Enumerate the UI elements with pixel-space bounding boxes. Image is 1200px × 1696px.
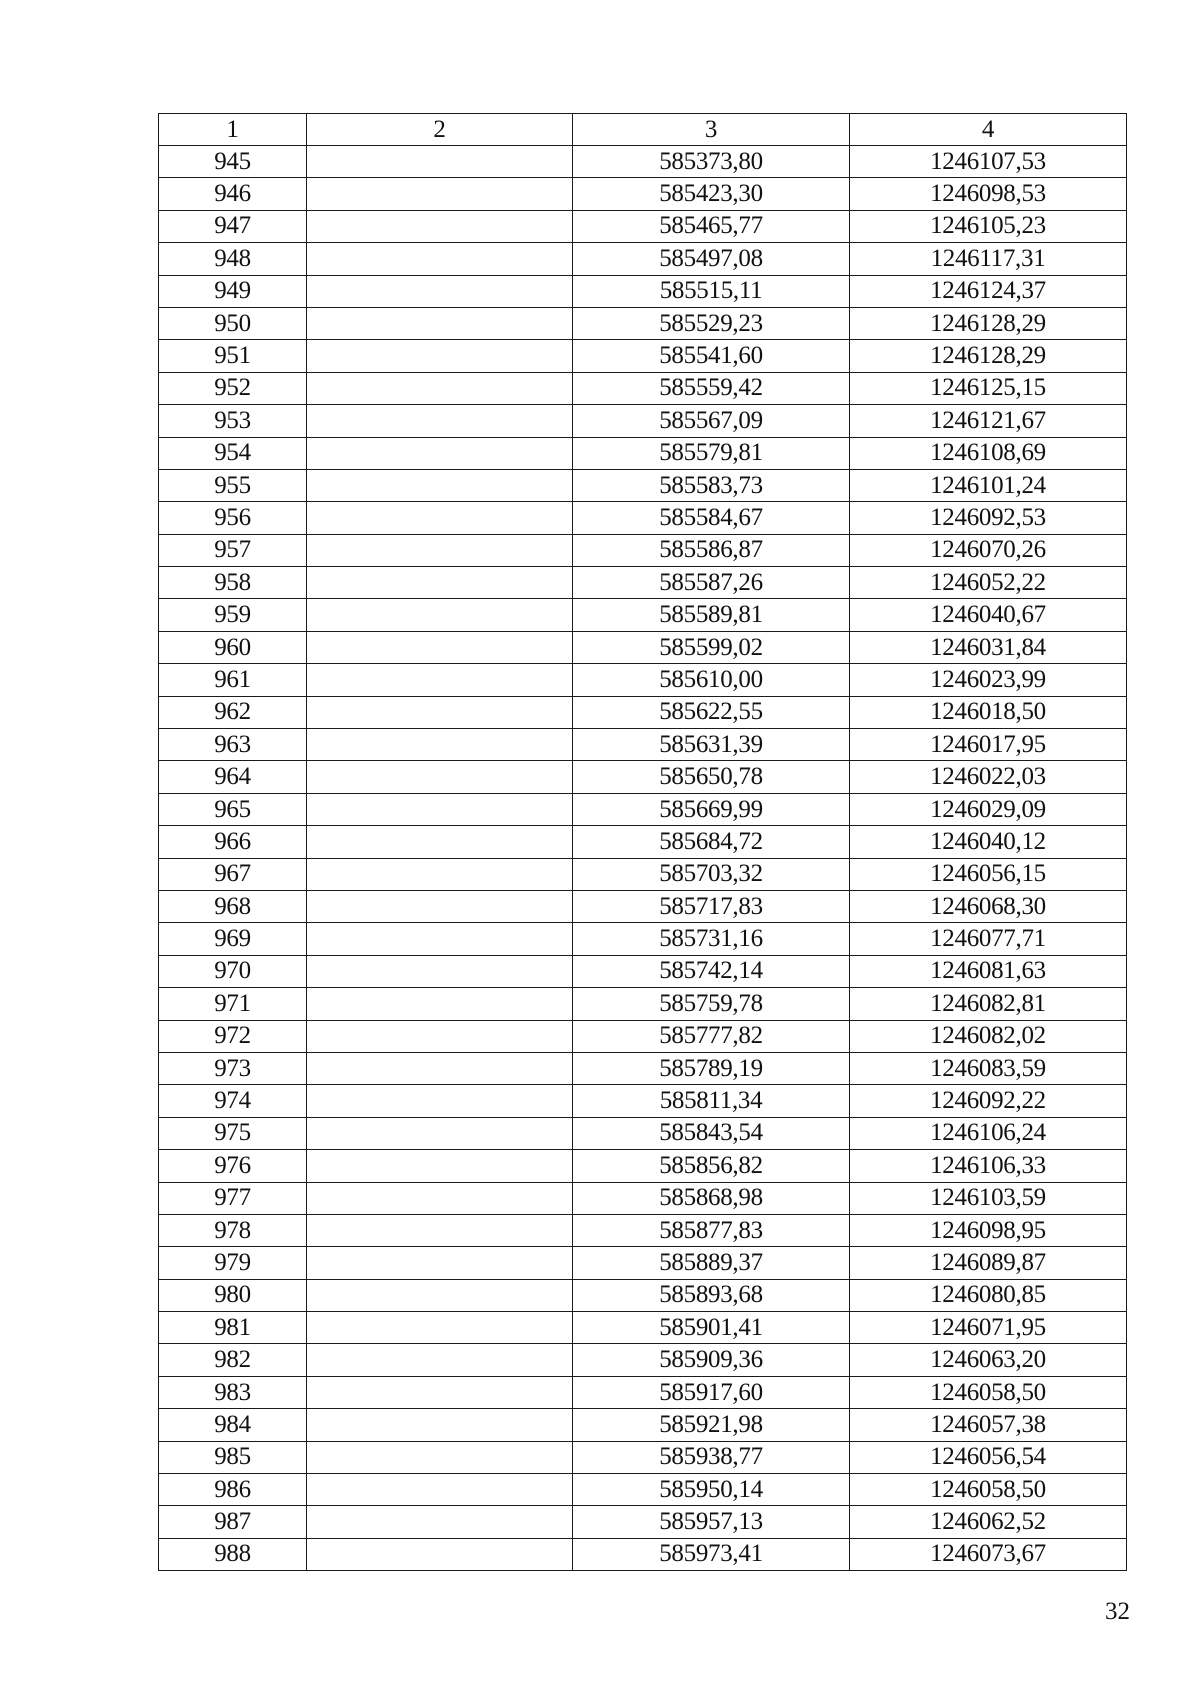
description-cell — [307, 275, 573, 307]
y-coordinate-cell: 1246056,54 — [850, 1441, 1127, 1473]
point-number-cell: 964 — [159, 761, 307, 793]
description-cell — [307, 826, 573, 858]
x-coordinate-cell: 585631,39 — [573, 729, 850, 761]
y-coordinate-cell: 1246058,50 — [850, 1474, 1127, 1506]
point-number-cell: 984 — [159, 1409, 307, 1441]
x-coordinate-cell: 585584,67 — [573, 502, 850, 534]
description-cell — [307, 793, 573, 825]
y-coordinate-cell: 1246092,53 — [850, 502, 1127, 534]
table-row — [159, 534, 1127, 566]
x-coordinate-cell: 585856,82 — [573, 1150, 850, 1182]
description-cell — [307, 1376, 573, 1408]
point-number-cell: 958 — [159, 567, 307, 599]
description-cell — [307, 1117, 573, 1149]
header-row — [159, 114, 1127, 146]
point-number-cell: 946 — [159, 178, 307, 210]
point-number-cell: 977 — [159, 1182, 307, 1214]
x-coordinate-cell: 585587,26 — [573, 567, 850, 599]
description-cell — [307, 210, 573, 242]
y-coordinate-cell: 1246103,59 — [850, 1182, 1127, 1214]
y-coordinate-cell: 1246029,09 — [850, 793, 1127, 825]
x-coordinate-cell: 585717,83 — [573, 890, 850, 922]
y-coordinate-cell: 1246128,29 — [850, 340, 1127, 372]
x-coordinate-cell: 585541,60 — [573, 340, 850, 372]
table-body — [159, 146, 1127, 1571]
point-number-cell: 978 — [159, 1214, 307, 1246]
x-coordinate-cell: 585921,98 — [573, 1409, 850, 1441]
table-row — [159, 729, 1127, 761]
y-coordinate-cell: 1246124,37 — [850, 275, 1127, 307]
table-row — [159, 1344, 1127, 1376]
y-coordinate-cell: 1246070,26 — [850, 534, 1127, 566]
description-cell — [307, 1150, 573, 1182]
table-row — [159, 146, 1127, 178]
x-coordinate-cell: 585599,02 — [573, 631, 850, 663]
table-row — [159, 1117, 1127, 1149]
description-cell — [307, 761, 573, 793]
column-header-3: 3 — [573, 114, 850, 146]
table-row — [159, 243, 1127, 275]
x-coordinate-cell: 585567,09 — [573, 405, 850, 437]
point-number-cell: 971 — [159, 988, 307, 1020]
point-number-cell: 988 — [159, 1538, 307, 1570]
description-cell — [307, 567, 573, 599]
y-coordinate-cell: 1246056,15 — [850, 858, 1127, 890]
x-coordinate-cell: 585583,73 — [573, 469, 850, 501]
x-coordinate-cell: 585957,13 — [573, 1506, 850, 1538]
point-number-cell: 951 — [159, 340, 307, 372]
x-coordinate-cell: 585650,78 — [573, 761, 850, 793]
point-number-cell: 955 — [159, 469, 307, 501]
table-row — [159, 567, 1127, 599]
table-row — [159, 1150, 1127, 1182]
point-number-cell: 947 — [159, 210, 307, 242]
x-coordinate-cell: 585973,41 — [573, 1538, 850, 1570]
y-coordinate-cell: 1246057,38 — [850, 1409, 1127, 1441]
point-number-cell: 974 — [159, 1085, 307, 1117]
point-number-cell: 967 — [159, 858, 307, 890]
y-coordinate-cell: 1246062,52 — [850, 1506, 1127, 1538]
y-coordinate-cell: 1246071,95 — [850, 1312, 1127, 1344]
y-coordinate-cell: 1246058,50 — [850, 1376, 1127, 1408]
x-coordinate-cell: 585703,32 — [573, 858, 850, 890]
table-row — [159, 1506, 1127, 1538]
point-number-cell: 952 — [159, 372, 307, 404]
description-cell — [307, 599, 573, 631]
description-cell — [307, 1344, 573, 1376]
y-coordinate-cell: 1246128,29 — [850, 307, 1127, 339]
description-cell — [307, 534, 573, 566]
description-cell — [307, 729, 573, 761]
point-number-cell: 957 — [159, 534, 307, 566]
table-header — [159, 114, 1127, 146]
point-number-cell: 969 — [159, 923, 307, 955]
y-coordinate-cell: 1246106,33 — [850, 1150, 1127, 1182]
x-coordinate-cell: 585610,00 — [573, 664, 850, 696]
x-coordinate-cell: 585889,37 — [573, 1247, 850, 1279]
y-coordinate-cell: 1246040,12 — [850, 826, 1127, 858]
y-coordinate-cell: 1246108,69 — [850, 437, 1127, 469]
point-number-cell: 948 — [159, 243, 307, 275]
description-cell — [307, 469, 573, 501]
y-coordinate-cell: 1246063,20 — [850, 1344, 1127, 1376]
description-cell — [307, 1279, 573, 1311]
table-row — [159, 890, 1127, 922]
table-row — [159, 1182, 1127, 1214]
y-coordinate-cell: 1246081,63 — [850, 955, 1127, 987]
table-row — [159, 437, 1127, 469]
table-row — [159, 340, 1127, 372]
point-number-cell: 959 — [159, 599, 307, 631]
point-number-cell: 987 — [159, 1506, 307, 1538]
x-coordinate-cell: 585843,54 — [573, 1117, 850, 1149]
point-number-cell: 956 — [159, 502, 307, 534]
x-coordinate-cell: 585789,19 — [573, 1052, 850, 1084]
description-cell — [307, 1474, 573, 1506]
point-number-cell: 979 — [159, 1247, 307, 1279]
point-number-cell: 981 — [159, 1312, 307, 1344]
x-coordinate-cell: 585497,08 — [573, 243, 850, 275]
y-coordinate-cell: 1246040,67 — [850, 599, 1127, 631]
x-coordinate-cell: 585868,98 — [573, 1182, 850, 1214]
column-header-2: 2 — [307, 114, 573, 146]
y-coordinate-cell: 1246023,99 — [850, 664, 1127, 696]
table-row — [159, 469, 1127, 501]
point-number-cell: 962 — [159, 696, 307, 728]
table-row — [159, 631, 1127, 663]
point-number-cell: 950 — [159, 307, 307, 339]
y-coordinate-cell: 1246098,53 — [850, 178, 1127, 210]
y-coordinate-cell: 1246098,95 — [850, 1214, 1127, 1246]
y-coordinate-cell: 1246106,24 — [850, 1117, 1127, 1149]
table-row — [159, 1247, 1127, 1279]
point-number-cell: 963 — [159, 729, 307, 761]
y-coordinate-cell: 1246121,67 — [850, 405, 1127, 437]
description-cell — [307, 405, 573, 437]
table-row — [159, 275, 1127, 307]
table-row — [159, 664, 1127, 696]
table-row — [159, 955, 1127, 987]
page-number: 32 — [1105, 1598, 1130, 1625]
point-number-cell: 953 — [159, 405, 307, 437]
x-coordinate-cell: 585423,30 — [573, 178, 850, 210]
point-number-cell: 975 — [159, 1117, 307, 1149]
description-cell — [307, 340, 573, 372]
x-coordinate-cell: 585909,36 — [573, 1344, 850, 1376]
description-cell — [307, 988, 573, 1020]
description-cell — [307, 1085, 573, 1117]
description-cell — [307, 178, 573, 210]
x-coordinate-cell: 585579,81 — [573, 437, 850, 469]
table-row — [159, 1085, 1127, 1117]
point-number-cell: 983 — [159, 1376, 307, 1408]
point-number-cell: 976 — [159, 1150, 307, 1182]
description-cell — [307, 1052, 573, 1084]
y-coordinate-cell: 1246089,87 — [850, 1247, 1127, 1279]
point-number-cell: 970 — [159, 955, 307, 987]
y-coordinate-cell: 1246082,02 — [850, 1020, 1127, 1052]
table-row — [159, 1376, 1127, 1408]
column-header-1: 1 — [159, 114, 307, 146]
description-cell — [307, 1506, 573, 1538]
table-row — [159, 1279, 1127, 1311]
description-cell — [307, 243, 573, 275]
y-coordinate-cell: 1246022,03 — [850, 761, 1127, 793]
table-row — [159, 696, 1127, 728]
point-number-cell: 968 — [159, 890, 307, 922]
x-coordinate-cell: 585811,34 — [573, 1085, 850, 1117]
y-coordinate-cell: 1246092,22 — [850, 1085, 1127, 1117]
y-coordinate-cell: 1246068,30 — [850, 890, 1127, 922]
x-coordinate-cell: 585759,78 — [573, 988, 850, 1020]
x-coordinate-cell: 585777,82 — [573, 1020, 850, 1052]
table-row — [159, 1474, 1127, 1506]
point-number-cell: 973 — [159, 1052, 307, 1084]
description-cell — [307, 307, 573, 339]
description-cell — [307, 1214, 573, 1246]
point-number-cell: 986 — [159, 1474, 307, 1506]
description-cell — [307, 955, 573, 987]
x-coordinate-cell: 585917,60 — [573, 1376, 850, 1408]
x-coordinate-cell: 585373,80 — [573, 146, 850, 178]
x-coordinate-cell: 585877,83 — [573, 1214, 850, 1246]
table-row — [159, 178, 1127, 210]
table-row — [159, 1214, 1127, 1246]
description-cell — [307, 1182, 573, 1214]
y-coordinate-cell: 1246077,71 — [850, 923, 1127, 955]
y-coordinate-cell: 1246101,24 — [850, 469, 1127, 501]
table-row — [159, 793, 1127, 825]
description-cell — [307, 1409, 573, 1441]
description-cell — [307, 631, 573, 663]
table-row — [159, 1052, 1127, 1084]
point-number-cell: 945 — [159, 146, 307, 178]
point-number-cell: 965 — [159, 793, 307, 825]
y-coordinate-cell: 1246031,84 — [850, 631, 1127, 663]
description-cell — [307, 1538, 573, 1570]
description-cell — [307, 437, 573, 469]
y-coordinate-cell: 1246073,67 — [850, 1538, 1127, 1570]
description-cell — [307, 1020, 573, 1052]
point-number-cell: 954 — [159, 437, 307, 469]
y-coordinate-cell: 1246107,53 — [850, 146, 1127, 178]
table-row — [159, 1409, 1127, 1441]
x-coordinate-cell: 585586,87 — [573, 534, 850, 566]
y-coordinate-cell: 1246105,23 — [850, 210, 1127, 242]
description-cell — [307, 372, 573, 404]
point-number-cell: 972 — [159, 1020, 307, 1052]
description-cell — [307, 1441, 573, 1473]
table-row — [159, 858, 1127, 890]
table-row — [159, 988, 1127, 1020]
description-cell — [307, 858, 573, 890]
table-row — [159, 1312, 1127, 1344]
y-coordinate-cell: 1246082,81 — [850, 988, 1127, 1020]
x-coordinate-cell: 585742,14 — [573, 955, 850, 987]
description-cell — [307, 664, 573, 696]
y-coordinate-cell: 1246083,59 — [850, 1052, 1127, 1084]
table-row — [159, 599, 1127, 631]
description-cell — [307, 890, 573, 922]
x-coordinate-cell: 585589,81 — [573, 599, 850, 631]
x-coordinate-cell: 585559,42 — [573, 372, 850, 404]
x-coordinate-cell: 585669,99 — [573, 793, 850, 825]
x-coordinate-cell: 585731,16 — [573, 923, 850, 955]
point-number-cell: 961 — [159, 664, 307, 696]
table-row — [159, 372, 1127, 404]
point-number-cell: 966 — [159, 826, 307, 858]
table-row — [159, 761, 1127, 793]
table-row — [159, 1538, 1127, 1570]
column-header-4: 4 — [850, 114, 1127, 146]
x-coordinate-cell: 585938,77 — [573, 1441, 850, 1473]
x-coordinate-cell: 585529,23 — [573, 307, 850, 339]
y-coordinate-cell: 1246052,22 — [850, 567, 1127, 599]
y-coordinate-cell: 1246017,95 — [850, 729, 1127, 761]
x-coordinate-cell: 585684,72 — [573, 826, 850, 858]
point-number-cell: 980 — [159, 1279, 307, 1311]
point-number-cell: 949 — [159, 275, 307, 307]
description-cell — [307, 923, 573, 955]
y-coordinate-cell: 1246117,31 — [850, 243, 1127, 275]
point-number-cell: 985 — [159, 1441, 307, 1473]
point-number-cell: 982 — [159, 1344, 307, 1376]
y-coordinate-cell: 1246125,15 — [850, 372, 1127, 404]
table-row — [159, 405, 1127, 437]
x-coordinate-cell: 585465,77 — [573, 210, 850, 242]
description-cell — [307, 1312, 573, 1344]
description-cell — [307, 502, 573, 534]
table-row — [159, 1441, 1127, 1473]
description-cell — [307, 696, 573, 728]
x-coordinate-cell: 585515,11 — [573, 275, 850, 307]
table-row — [159, 502, 1127, 534]
x-coordinate-cell: 585893,68 — [573, 1279, 850, 1311]
table-row — [159, 923, 1127, 955]
table-row — [159, 307, 1127, 339]
coordinates-table — [158, 113, 1127, 1571]
description-cell — [307, 1247, 573, 1279]
x-coordinate-cell: 585901,41 — [573, 1312, 850, 1344]
y-coordinate-cell: 1246018,50 — [850, 696, 1127, 728]
table-row — [159, 1020, 1127, 1052]
point-number-cell: 960 — [159, 631, 307, 663]
x-coordinate-cell: 585950,14 — [573, 1474, 850, 1506]
table-row — [159, 210, 1127, 242]
table-row — [159, 826, 1127, 858]
y-coordinate-cell: 1246080,85 — [850, 1279, 1127, 1311]
x-coordinate-cell: 585622,55 — [573, 696, 850, 728]
description-cell — [307, 146, 573, 178]
